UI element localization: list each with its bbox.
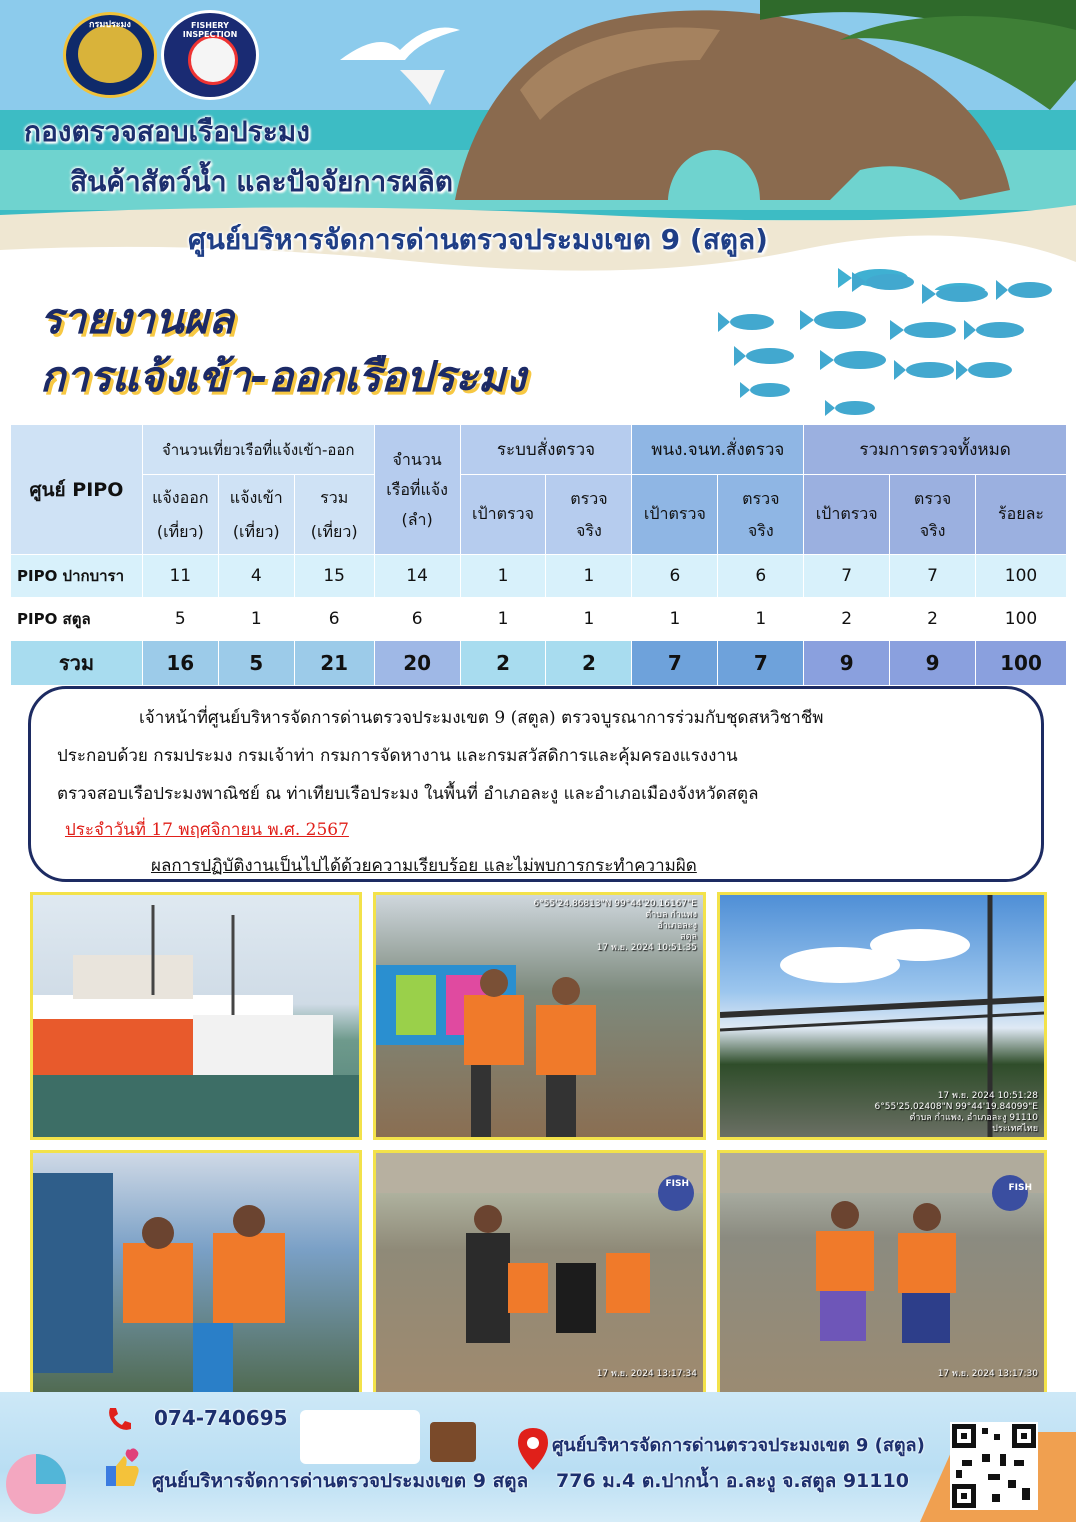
photo-fishing-boats (30, 892, 362, 1140)
title-line-2: การแจ้งเข้า-ออกเรือประมง (40, 352, 526, 401)
total-sys-actual: 2 (546, 641, 632, 686)
location-pin-icon (516, 1426, 550, 1472)
header-officer-group: พนง.จนท.สั่งตรวจ (632, 425, 804, 475)
postcard-icon (300, 1410, 420, 1464)
photo-workers-documents (717, 1150, 1047, 1398)
header-off-target: เป้าตรวจ (632, 475, 718, 555)
cell-all-actual: 2 (890, 598, 976, 641)
cell-off-target: 6 (632, 555, 718, 598)
header-off-actual (718, 475, 804, 555)
row-center-name: PIPO สตูล (11, 598, 143, 641)
report-title (40, 290, 526, 406)
photo5-stamp-datetime: 17 พ.ย. 2024 13:17:34 (596, 1369, 697, 1379)
cell-out: 11 (142, 555, 218, 598)
total-label: รวม (11, 641, 143, 686)
summary-box (28, 686, 1044, 882)
photo2-stamp-subdistrict: ตำบล กำแพง (645, 910, 697, 920)
fisheries-department-logo (63, 12, 157, 98)
summary-date: ประจำวันที่ 17 พฤศจิกายน พ.ศ. 2567 (65, 820, 349, 840)
cell-sys-actual: 1 (546, 598, 632, 641)
fishery-inspection-logo (161, 10, 259, 100)
cell-total: 6 (294, 598, 374, 641)
footer-contact (0, 1392, 1076, 1522)
cell-sys-target: 1 (460, 598, 546, 641)
trips-out-unit: (เที่ยว) (156, 521, 204, 541)
footer-address: 776 ม.4 ต.ปากน้ำ อ.ละงู จ.สตูล 91110 (556, 1470, 909, 1492)
photo2-stamp-province: สตูล (680, 932, 697, 942)
all-actual-line1: ตรวจ (913, 488, 952, 508)
trips-out-label: แจ้งออก (152, 487, 209, 507)
total-off-target: 7 (632, 641, 718, 686)
trips-in-unit: (เที่ยว) (232, 521, 280, 541)
like-icon (100, 1448, 142, 1490)
footer-phone: 074-740695 (154, 1406, 288, 1430)
header-trips-group: จำนวนเที่ยวเรือที่แจ้งเข้า-ออก (142, 425, 374, 475)
sys-actual-line1: ตรวจ (570, 488, 608, 508)
qr-code[interactable] (950, 1422, 1038, 1510)
header-all-group: รวมการตรวจทั้งหมด (804, 425, 1067, 475)
photo3-stamp-country: ประเทศไทย (992, 1124, 1038, 1134)
photo6-stamp-datetime: 17 พ.ย. 2024 13:17:30 (937, 1369, 1038, 1379)
cell-sys-target: 1 (460, 555, 546, 598)
header-trips-out (142, 475, 218, 555)
photo2-stamp-district: อำเภอละงู (657, 921, 697, 931)
photo-boat-structure (717, 892, 1047, 1140)
workers-documents-image (720, 1153, 1044, 1395)
row-center-name: PIPO ปากบารา (11, 555, 143, 598)
sys-actual-line2: จริง (576, 520, 602, 540)
header-line-3: ศูนย์บริหารจัดการด่านตรวจประมงเขต 9 (สตูล) (188, 223, 768, 256)
logo-right-text: FISHERY INSPECTION (182, 21, 238, 39)
photo5-fish-logo: FISH (665, 1179, 689, 1189)
cell-in: 1 (218, 598, 294, 641)
cell-all-actual: 7 (890, 555, 976, 598)
footer-facebook: ศูนย์บริหารจัดการด่านตรวจประมงเขต 9 สตูล (152, 1470, 529, 1492)
summary-line-1: เจ้าหน้าที่ศูนย์บริหารจัดการด่านตรวจประมงเขต 9 (สตูล) ตรวจบูรณาการร่วมกับชุดสหวิชาชีพ (139, 708, 824, 728)
cell-off-actual: 6 (718, 555, 804, 598)
header-percent: ร้อยละ (976, 475, 1067, 555)
header-trips-in (218, 475, 294, 555)
off-actual-line1: ตรวจ (742, 488, 780, 508)
logo-left-text: กรมประมง (89, 20, 131, 30)
cell-boats: 6 (374, 598, 460, 641)
cell-total: 15 (294, 555, 374, 598)
header-boats-line2: เรือที่แจ้ง (386, 479, 448, 499)
header-all-actual (890, 475, 976, 555)
total-trips: 21 (294, 641, 374, 686)
photo2-stamp-datetime: 17 พ.ย. 2024 10:51:35 (596, 943, 697, 953)
footer-address-name: ศูนย์บริหารจัดการด่านตรวจประมงเขต 9 (สตูล) (552, 1435, 925, 1456)
summary-line-2: ประกอบด้วย กรมประมง กรมเจ้าท่า กรมการจัดหางาน และกรมสวัสดิการและคุ้มครองแรงงาน (57, 746, 738, 766)
header-trips-total (294, 475, 374, 555)
cell-percent: 100 (976, 555, 1067, 598)
total-in: 5 (218, 641, 294, 686)
total-out: 16 (142, 641, 218, 686)
trips-total-unit: (เที่ยว) (310, 521, 358, 541)
header-all-target: เป้าตรวจ (804, 475, 890, 555)
header-sys-actual (546, 475, 632, 555)
all-actual-line2: จริง (919, 520, 946, 540)
cell-off-target: 1 (632, 598, 718, 641)
table-row (11, 598, 1067, 641)
summary-result: ผลการปฏิบัติงานเป็นไปได้ด้วยความเรียบร้อย และไม่พบการกระทำความผิด (151, 856, 697, 876)
header-banner (0, 0, 1076, 290)
cell-in: 4 (218, 555, 294, 598)
photo-inspection-officers (373, 892, 706, 1140)
summary-line-3: ตรวจสอบเรือประมงพาณิชย์ ณ ท่าเทียบเรือประมง ในพื้นที่ อำเภอละงู และอำเภอเมืองจังหวัดสตูล (57, 784, 759, 804)
off-actual-line2: จริง (747, 520, 774, 540)
cell-out: 5 (142, 598, 218, 641)
photo3-stamp-location: ตำบล กำแพง, อำเภอละงู 91110 (909, 1113, 1038, 1123)
header-boats-line1: จำนวน (392, 449, 442, 469)
header-boats-unit: (ลำ) (401, 509, 433, 529)
total-boats: 20 (374, 641, 460, 686)
photo-officer-interview (373, 1150, 706, 1398)
cell-off-actual: 1 (718, 598, 804, 641)
phone-icon (104, 1404, 134, 1434)
fish-decoration (700, 260, 1076, 420)
workers-vests-image (33, 1153, 359, 1395)
table-row (11, 555, 1067, 598)
suitcase-icon (430, 1422, 476, 1462)
total-all-target: 9 (804, 641, 890, 686)
total-all-actual: 9 (890, 641, 976, 686)
title-line-1: รายงานผล (40, 294, 234, 343)
photo-workers-vests (30, 1150, 362, 1398)
photo2-stamp-coords: 6°55'24.86813"N 99°44'20.16167"E (533, 899, 697, 909)
header-line-1: กองตรวจสอบเรือประมง (24, 115, 310, 148)
header-boats (374, 425, 460, 555)
table-total-row (11, 641, 1067, 686)
fishing-boat-image (33, 895, 359, 1137)
cell-all-target: 7 (804, 555, 890, 598)
photo3-stamp-datetime: 17 พ.ย. 2024 10:51:28 (937, 1091, 1038, 1101)
officer-interview-image (376, 1153, 703, 1395)
header-line-2: สินค้าสัตว์น้ำ และปัจจัยการผลิต (70, 165, 453, 198)
total-off-actual: 7 (718, 641, 804, 686)
total-sys-target: 2 (460, 641, 546, 686)
total-percent: 100 (976, 641, 1067, 686)
header-center: ศูนย์ PIPO (11, 425, 143, 555)
trips-total-label: รวม (320, 487, 349, 507)
header-sys-target: เป้าตรวจ (460, 475, 546, 555)
cell-all-target: 2 (804, 598, 890, 641)
cell-boats: 14 (374, 555, 460, 598)
header-system-group: ระบบสั่งตรวจ (460, 425, 632, 475)
pipo-report-table (10, 424, 1067, 686)
photo6-fish-logo: FISH (1008, 1183, 1032, 1193)
photo3-stamp-coords: 6°55'25.02408"N 99°44'19.84099"E (874, 1102, 1038, 1112)
trips-in-label: แจ้งเข้า (229, 487, 283, 507)
cell-percent: 100 (976, 598, 1067, 641)
cell-sys-actual: 1 (546, 555, 632, 598)
